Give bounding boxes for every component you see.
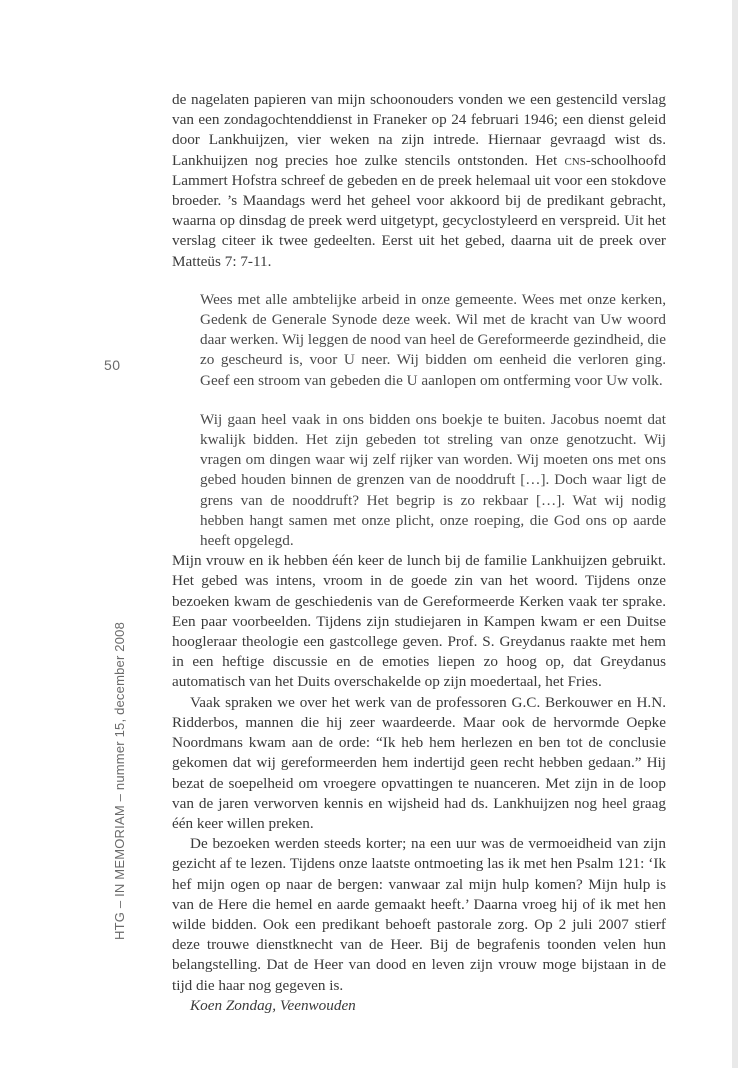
page-edge-shadow bbox=[732, 0, 738, 1068]
author-signature: Koen Zondag, Veenwouden bbox=[190, 996, 356, 1014]
paragraph-professors: Vaak spraken we over het werk van de professoren G.C. Berkouwer en H.N. Ridderbos, mannen die hij zeer waardeerde. Maar ook de hervormde Oepke Noordmans kwam aan de orde: “Ik heb hem herlezen en ben tot de conclusie gekomen dat wij gereformeerden hem indertijd geen recht hebben gedaan.” Hij bezat de soepelheid om vroegere opvattingen te nuanceren. Met zijn in de loop van de jaren verworven kennis en wijsheid had ds. Lankhuijzen nog heel graag één keer willen preken. bbox=[172, 693, 666, 832]
cns-abbreviation: cns bbox=[564, 151, 586, 169]
blockquote bbox=[200, 290, 666, 551]
article-body bbox=[172, 90, 666, 1016]
intro-text-part1: de nagelaten papieren van mijn schoonouders vonden we een gestencild verslag van een zondagochtenddienst in Franeker op 24 februari 1946; een dienst geleid door Lankhuijzen, vier weken na zijn intrede. Hiernaar gevraagd wist ds. Lankhuijzen nog precies hoe zulke stencils ontstonden. Het bbox=[172, 91, 666, 169]
paragraph-lunch: Mijn vrouw en ik hebben één keer de lunch bij de familie Lankhuijzen gebruikt. Het gebed was intens, vroom in de goede zin van het woord. Tijdens onze bezoeken kwam de geschiedenis van de Gereformeerde Kerken vaak ter sprake. Een paar voorbeelden. Tijdens zijn studiejaren in Kampen kwam er een Duitse hoogleraar theologie een gastcollege geven. Prof. S. Greydanus raakte met hem in een heftige discussie en de emoties liepen zo hoog op, dat Greydanus automatisch van het Duits overschakelde op zijn moedertaal, het Fries. bbox=[172, 552, 666, 691]
quote-prayer: Wees met alle ambtelijke arbeid in onze gemeente. Wees met onze kerken, Gedenk de Generale Synode deze week. Wil met de kracht van Uw woord daar werken. Wij leggen de nood van heel de Gereformeerde gezindheid, die zo gescheurd is, voor U neer. Wij bidden om eenheid die verloren ging. Geef een stroom van gebeden die U aanlopen om ontferming voor Uw volk. bbox=[200, 290, 666, 389]
running-head: HTG – IN MEMORIAM – nummer 15, december 2008 bbox=[112, 621, 127, 940]
intro-text-part2: -schoolhoofd Lammert Hofstra schreef de gebeden en de preek helemaal uit voor een stokdove broeder. ’s Maandags werd het geheel voor akkoord bij de predikant gebracht, waarna op dinsdag de preek werd uitgetypt, gecyclostyleerd en verspreid. Uit het verslag citeer ik twee gedeelten. Eerst uit het gebed, daarna uit de preek over Matteüs 7: 7-11. bbox=[172, 151, 666, 270]
paragraph-visits: De bezoeken werden steeds korter; na een uur was de vermoeidheid van zijn gezicht af te lezen. Tijdens onze laatste ontmoeting las ik met hen Psalm 121: ‘Ik hef mijn ogen op naar de bergen: vanwaar zal mijn hulp komen? Mijn hulp is van de Here die hemel en aarde gemaakt heeft.’ Daarna vroeg hij of ik met hen wilde bidden. Ook een predikant behoeft pastorale zorg. Op 2 juli 2007 stierf deze trouwe dienstknecht van de Heer. Bij de begrafenis toonden velen hun belangstelling. Dat de Heer van dood en leven zijn vrouw moge bijstaan in de tijd die haar nog gegeven is. bbox=[172, 835, 666, 994]
quote-sermon: Wij gaan heel vaak in ons bidden ons boekje te buiten. Jacobus noemt dat kwalijk bidden. Het zijn gebeden tot streling van onze genotzucht. Wij vragen om dingen waar wij zelf rijker van worden. Wij moeten ons met ons gebed houden binnen de grenzen van de nooddruft […]. Doch waar ligt de grens van de nooddruft? Het begrip is zo rekbaar […]. Wat wij nodig hebben hangt samen met onze plicht, onze roeping, die God ons op aarde heeft opgelegd. bbox=[200, 410, 666, 550]
page-number: 50 bbox=[104, 357, 121, 373]
intro-paragraph bbox=[172, 90, 666, 272]
